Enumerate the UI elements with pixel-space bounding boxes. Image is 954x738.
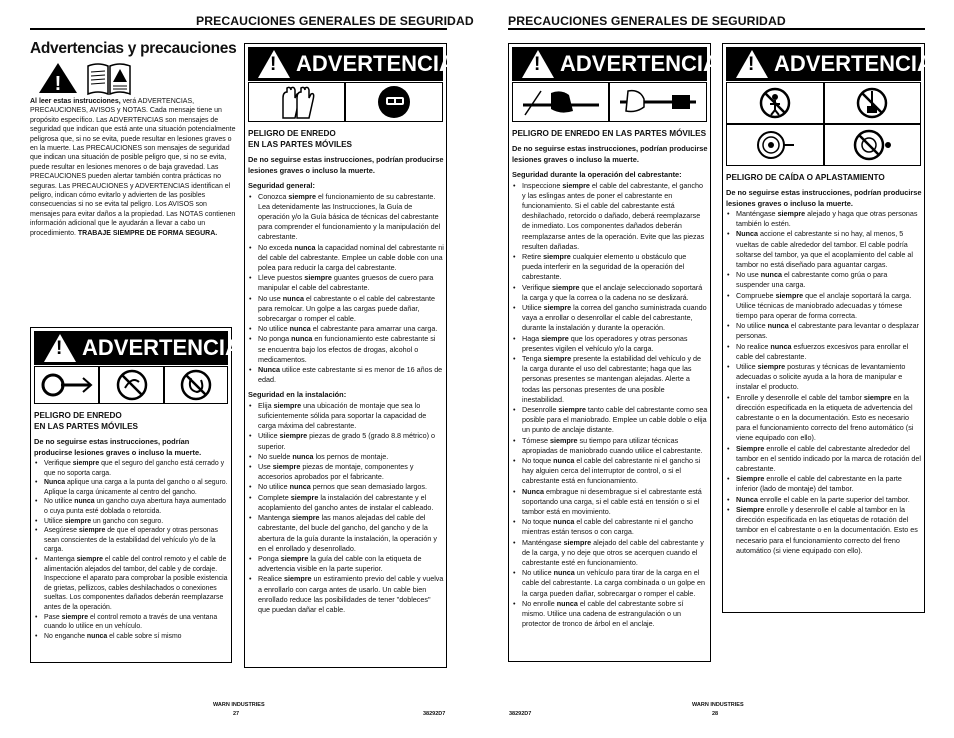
list-item: • Inspeccione siempre el cable del cabrestante, el gancho y las eslingas antes de poner el cabrestante en funcionamiento. Si el cable del cabrestante está deshilachado, retorcido o dañado, deberá reemplazarse de inmediato. Los componentes dañados deberán reemplazarse antes de la operación. Evite que las piezas resulten dañadas. xyxy=(512,181,708,252)
list-item: • No utilice nunca pernos que sean demasiado largos. xyxy=(248,482,444,492)
list-item: • Tenga siempre presente la estabilidad del vehículo y de la carga durante el uso del cabrestante; haga que las personas presentes se mantengan alejadas. Alerte a todas las personas presentes de una posible inestabilidad. xyxy=(512,354,708,405)
list-item: • Siempre enrolle el cable del cabrestante alrededor del tambor en el sentido indicado por la marca de rotación del cabrestante. xyxy=(726,444,922,475)
list-item: • Utilice siempre posturas y técnicas de levantamiento adecuadas o solicite ayuda a la hora de manipular e instalar el producto. xyxy=(726,362,922,393)
list-item: • Nunca utilice este cabrestante si es menor de 16 años de edad. xyxy=(248,365,444,385)
box2-warning-text: De no seguirse estas instrucciones, podrían producirse lesiones graves o incluso la muerte. xyxy=(248,155,444,175)
box1-content xyxy=(34,410,228,641)
list-item: • No utilice nunca el cabrestante para amarrar una carga. xyxy=(248,324,444,334)
box3-content xyxy=(512,128,708,629)
list-item: • Manténgase siempre alejado del cable del cabrestante y de la carga, y no deje que otros se acerquen cuando el cabrestante esté en funcionamiento. xyxy=(512,538,708,569)
list-item: • No use nunca el cabrestante o el cable del cabrestante para remolcar. Un golpe a las cargas puede dañar, sobrecargar o romper el cable. xyxy=(248,294,444,325)
list-item: • Siempre enrolle y desenrolle el cable al tambor en la dirección especificada en las etiquetas de rotación del tambor en el cabrestante o en la documentación. Esto es necesario para el funcionamiento correcto del freno automático (si viene equipado con ello). xyxy=(726,505,922,556)
list-item: • No toque nunca el cable del cabrestante ni el gancho si hay alguien cerca del interruptor de control, o si el cabrestante está en funcionamiento. xyxy=(512,456,708,487)
hook-latch-icon xyxy=(34,366,99,404)
intro-trailer: TRABAJE SIEMPRE DE FORMA SEGURA. xyxy=(77,229,218,237)
footer-code-left: 38292D7 xyxy=(423,711,446,717)
footer-code-right: 38292D7 xyxy=(509,711,532,717)
pictogram-grid xyxy=(726,82,921,166)
box2-list-general xyxy=(248,192,444,386)
list-item: • Use siempre piezas de montaje, componentes y accesorios aprobados por el fabricante. xyxy=(248,462,444,482)
list-item: • Manténgase siempre alejado y haga que otras personas también lo estén. xyxy=(726,209,922,229)
list-item: • No realice nunca esfuerzos excesivos para enrollar el cable del cabrestante. xyxy=(726,342,922,362)
list-item: • Nunca embrague ni desembrague si el cabrestante está soportando una carga, si el cable está en tensión o si el tambor está en movimiento. xyxy=(512,487,708,518)
box4-title: PELIGRO DE CAÍDA O APLASTAMIENTO xyxy=(726,173,885,182)
list-item: • Enrolle y desenrolle el cable del tambor siempre en la dirección especificada en la etiqueta de advertencia del cabrestante o en la documentación. Esto es necesario para el funcionamiento correcto del freno automático (si viene equipado con ello). xyxy=(726,393,922,444)
list-item: • No exceda nunca la capacidad nominal del cabrestante ni del cable del cabrestante. Emplee un cable doble con una polea para reducir la carga del cabrestante. xyxy=(248,243,444,274)
box3-title: PELIGRO DE ENREDO EN LAS PARTES MÓVILES xyxy=(512,129,707,138)
pictogram-row xyxy=(34,366,228,404)
intro-body: verá ADVERTENCIAS, PRECAUCIONES, AVISOS y NOTAS. Cada mensaje tiene un propósito específico. Las ADVERTENCIAS son mensajes de seguridad que indican que está ante una situación potencialmente peligrosa que, si no se evita, puede resultar en lesiones graves o en la muerte. Las PRECAUCIONES son mensajes de seguridad que indican una situación de posible peligro que, si no se evita, puede resultar en lesiones menores o de baja gravedad. Las PRECAUCIONES pueden alertar también contra prácticas no seguras. Las PRECAUCIONES y ADVERTENCIAS identifican el peligro, indican cómo evitarlo y advierten de las posibles consecuencias si no se evita tal peligro. Los AVISOS son mensajes para evitar daños a la propiedad. Las NOTAS contienen información adicional que le ayudarán a llevar a cabo un procedimiento. xyxy=(30,98,236,237)
list-item: • Mantenga siempre las manos alejadas del cable del cabrestante, del bucle del gancho, del gancho y de la abertura de la guía durante la instalación, la operación y en el enrollado y desenrollado. xyxy=(248,513,444,554)
no-bent-hook-icon xyxy=(164,366,228,404)
intro-lead: Al leer estas instrucciones, xyxy=(30,98,121,105)
box2-title-line1: PELIGRO DE ENREDO xyxy=(248,129,336,138)
list-item: • Utilice siempre un gancho con seguro. xyxy=(34,517,228,527)
footer-company-left: WARN INDUSTRIES xyxy=(213,702,265,708)
list-item: • No ponga nunca en funcionamiento este cabrestante si se encuentra bajo los efectos de drogas, alcohol o medicamentos. xyxy=(248,334,444,365)
list-item: • No use nunca el cabrestante como grúa o para suspender una carga. xyxy=(726,270,922,290)
svg-text:!: ! xyxy=(54,73,62,94)
list-item: • Verifique siempre que el anclaje seleccionado soportará la carga y que la correa o la cadena no se deslizará. xyxy=(512,283,708,303)
list-item: • No enganche nunca el cable sobre sí mismo xyxy=(34,632,228,642)
drum-wraps-icon xyxy=(726,124,824,166)
box1-title-line1: PELIGRO DE ENREDO xyxy=(34,411,122,420)
intro-text xyxy=(30,97,236,238)
warning-label: ADVERTENCIA xyxy=(774,51,933,76)
list-item: • Elija siempre una ubicación de montaje que sea lo suficientemente sólida para soportar la capacidad de carga máxima del cabrestante. xyxy=(248,401,444,432)
list-item: • Asegúrese siempre de que el operador y otras personas sean conscientes de la estabilidad del vehículo y/o de la carga. xyxy=(34,526,228,555)
page-header-left: PRECAUCIONES GENERALES DE SEGURIDAD xyxy=(196,14,474,28)
list-item: • Haga siempre que los operadores y otras personas presentes vigilen el vehículo y/o la carga. xyxy=(512,334,708,354)
warning-icon xyxy=(736,50,768,78)
box1-warning-text: De no seguirse estas instrucciones, podrían producirse lesiones graves o incluso la muerte. xyxy=(34,437,202,457)
hand-cable-pinch-icon xyxy=(609,82,707,122)
list-item: • Realice siempre un estiramiento previo del cable y vuelva a enrollarlo con carga antes de usarlo. Un cable bien enrollado reduce las posibilidades de tener "dobleces" que puedan dañar el cable. xyxy=(248,574,444,615)
list-item: • Nunca aplique una carga a la punta del gancho o al seguro. Aplique la carga únicamente al centro del gancho. xyxy=(34,478,228,497)
list-item: • No utilice nunca un vehículo para tirar de la carga en el cable del cabrestante. La carga combinada o un golpe en la carga pueden dañar, sobrecargar o romper el cable. xyxy=(512,568,708,599)
list-item: • Mantenga siempre el cable del control remoto y el cable de alimentación alejados del tambor, del cable y de cordaje. Inspeccione el aparato para comprobar la posible existencia de grietas, pellizcos, cables deshilachados o conexiones sueltas. Los componentes dañados deberán reemplazarse antes de la operación. xyxy=(34,555,228,613)
list-item: • No enrolle nunca el cable del cabrestante sobre sí mismo. Utilice una cadena de estrangulación o un protector de tronco de árbol en el anclaje. xyxy=(512,599,708,630)
box4-content xyxy=(726,172,922,556)
no-overwind-drum-icon xyxy=(824,124,922,166)
list-item: • No utilice nunca un gancho cuya abertura haya aumentado o cuya punta esté doblada o retorcida. xyxy=(34,497,228,516)
list-item: • No toque nunca el cable del cabrestante ni el gancho mientras están tensos o con carga. xyxy=(512,517,708,537)
box2-title-line2: EN LAS PARTES MÓVILES xyxy=(248,140,353,149)
list-item: • Ponga siempre la guía del cable con la etiqueta de advertencia visible en la parte superior. xyxy=(248,554,444,574)
warning-label: ADVERTENCIA xyxy=(82,335,241,360)
safety-glasses-icon xyxy=(345,82,443,122)
list-item: • Lleve puestos siempre guantes gruesos de cuero para manipular el cable del cabrestante. xyxy=(248,273,444,293)
warning-icon xyxy=(522,50,554,78)
hand-on-cable-icon xyxy=(512,82,609,122)
box2-section-general: Seguridad general: xyxy=(248,181,315,190)
list-item: • Conozca siempre el funcionamiento de su cabrestante. Lea detenidamente las Instrucciones, la Guía de operación y/o la Guía básica de técnicas del cabrestante para comprender el funcionamiento y la manipulación del cabrestante. xyxy=(248,192,444,243)
warning-banner xyxy=(726,47,933,81)
box1-list xyxy=(34,459,228,641)
footer-company-right: WARN INDUSTRIES xyxy=(692,702,744,708)
gloves-icon xyxy=(248,82,345,122)
box3-list xyxy=(512,181,708,630)
list-item: • Nunca accione el cabrestante si no hay, al menos, 5 vueltas de cable alrededor del tambor. El cable podría soltarse del tambor, ya que el acoplamiento del cable al tambor no está diseñado para aguantar cargas. xyxy=(726,229,922,270)
list-item: • Siempre enrolle el cable del cabrestante en la parte inferior (lado de montaje) del tambor. xyxy=(726,474,922,494)
intro-heading: Advertencias y precauciones xyxy=(30,40,237,57)
warning-label: ADVERTENCIA xyxy=(296,51,455,76)
no-lifting-people-icon xyxy=(726,82,824,124)
pictogram-row xyxy=(248,82,443,122)
list-item: • Complete siempre la instalación del cabrestante y el acoplamiento del gancho antes de instalar el cableado. xyxy=(248,493,444,513)
header-rule-left xyxy=(30,28,447,30)
header-rule-right xyxy=(508,28,925,30)
pictogram-row xyxy=(512,82,707,122)
box4-list xyxy=(726,209,922,556)
list-item: • Verifique siempre que el seguro del gancho está cerrado y que no soporta carga. xyxy=(34,459,228,478)
box1-title-line2: EN LAS PARTES MÓVILES xyxy=(34,422,139,431)
box3-warning-text: De no seguirse estas instrucciones, podrían producirse lesiones graves o incluso la muerte. xyxy=(512,144,708,164)
box2-content xyxy=(248,128,444,615)
list-item: • Desenrolle siempre tanto cable del cabrestante como sea posible para el maniobrado. Emplee un cable doble o elija un punto de anclaje distante. xyxy=(512,405,708,436)
list-item: • Tómese siempre su tiempo para utilizar técnicas apropiadas de maniobrado cuando utilice el cabrestante. xyxy=(512,436,708,456)
list-item: • Utilice siempre la correa del gancho suministrada cuando vaya a enrollar o desenrollar el cable del cabrestante, durante la instalación y durante la operación. xyxy=(512,303,708,334)
list-item: • Nunca enrolle el cable en la parte superior del tambor. xyxy=(726,495,922,505)
warning-triangle-icon xyxy=(38,62,78,94)
box2-list-installation xyxy=(248,401,444,615)
manual-book-icon xyxy=(86,60,132,96)
no-hoist-icon xyxy=(824,82,922,124)
list-item: • Utilice siempre piezas de grado 5 (grado 8.8 métrico) o superior. xyxy=(248,431,444,451)
warning-icon xyxy=(258,50,290,78)
footer-page-left: 27 xyxy=(233,711,240,717)
list-item: • Compruebe siempre que el anclaje soportará la carga. Utilice técnicas de maniobrado adecuadas y tómese tiempo para operar de forma correcta. xyxy=(726,291,922,322)
warning-banner xyxy=(512,47,719,81)
list-item: • No suelde nunca los pernos de montaje. xyxy=(248,452,444,462)
footer-page-right: 28 xyxy=(712,711,719,717)
list-item: • Pase siempre el control remoto a través de una ventana cuando lo utilice en un vehículo. xyxy=(34,613,228,632)
box3-section-operation: Seguridad durante la operación del cabrestante: xyxy=(512,170,682,179)
page-header-right: PRECAUCIONES GENERALES DE SEGURIDAD xyxy=(508,14,786,28)
box2-section-installation: Seguridad en la instalación: xyxy=(248,390,347,400)
warning-banner xyxy=(248,47,455,81)
no-hook-tip-load-icon xyxy=(99,366,164,404)
warning-icon xyxy=(44,334,76,362)
warning-banner xyxy=(34,331,241,365)
list-item: • Retire siempre cualquier elemento u obstáculo que pueda interferir en la seguridad de la operación del cabrestante. xyxy=(512,252,708,283)
list-item: • No utilice nunca el cabrestante para levantar o desplazar personas. xyxy=(726,321,922,341)
box4-warning-text: De no seguirse estas instrucciones, podrían producirse lesiones graves o incluso la muerte. xyxy=(726,188,922,208)
warning-label: ADVERTENCIA xyxy=(560,51,719,76)
